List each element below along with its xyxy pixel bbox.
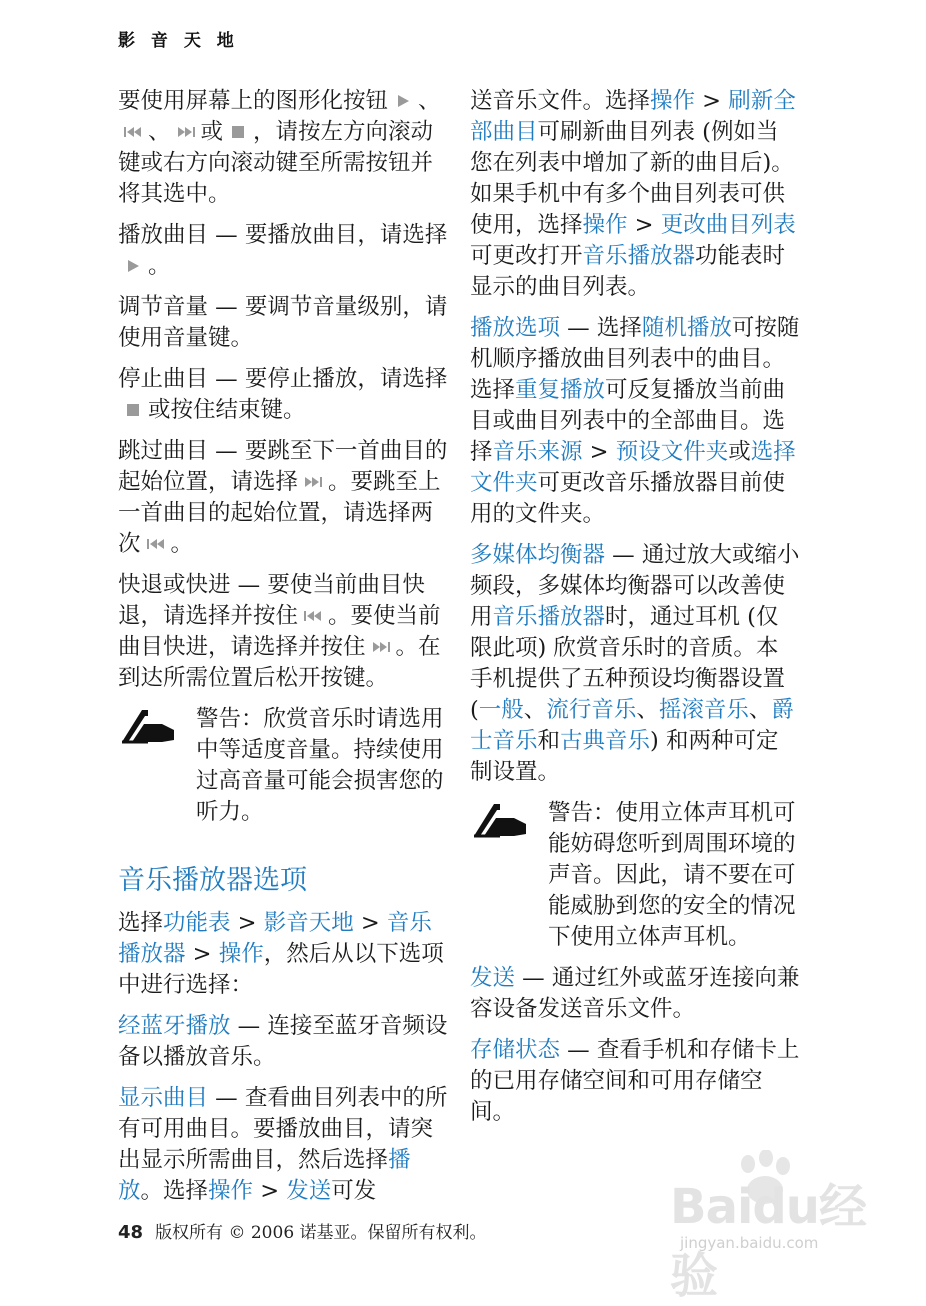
page-number: 48 [118,1222,144,1243]
seek-end: 。在到达所需位置后松开按键。 [118,634,441,691]
copyright: 版权所有 © 2006 诺基亚。保留所有权利。 [155,1223,487,1243]
memory-text: — 查看手机和存储卡上的已用存储空间和可用存储空间。 [470,1037,800,1125]
link-repeat[interactable]: 重复播放 [515,377,606,403]
play-icon [122,258,144,274]
equalizer-paragraph [470,540,800,788]
playopt-text2: 可按随机顺序播放曲目列表中的曲目。选择 [470,315,800,403]
volume-paragraph [118,292,448,354]
forward-icon [175,124,197,140]
bt-text: — 连接至蓝牙音频设备以播放音乐。 [118,1013,448,1070]
show-gt: > [253,1178,287,1204]
link-music-player[interactable]: 音乐播放器 [582,243,696,269]
page-footer [118,1218,487,1243]
playopt-or: 或 [728,439,751,465]
eq-sep3: 、 [748,697,772,723]
seek-paragraph [118,570,448,694]
link-equalizer[interactable]: 多媒体均衡器 [470,542,606,568]
playopt-end: 可更改音乐播放器目前使用的文件夹。 [470,470,786,527]
eq-end: ) 和两种可定制设置。 [470,728,779,785]
watermark-brand: Baidu经验 [670,1179,866,1304]
skip-text: — 要跳至下一首曲目的起始位置，请选择 [118,438,448,495]
stop-icon [227,124,249,140]
eq-sep2: 、 [636,697,659,723]
cont-text2: 可更改打开 [470,243,583,269]
skip-paragraph [118,436,448,560]
play-text: — 要播放曲目，请选择 [208,222,448,248]
link-shuffle[interactable]: 随机播放 [641,315,732,341]
playopt-text1: — 选择 [560,315,642,341]
link-change-list[interactable]: 更改曲目列表 [660,212,796,238]
volume-warning [118,704,448,828]
intro-text: 要使用屏幕上的图形化按钮 [118,88,389,114]
cont-start: 送音乐文件。选择 [470,88,651,114]
watermark-url: jingyan.baidu.com [680,1234,819,1252]
opt-gt2: > [353,910,387,936]
warning-label: 警告： [196,706,264,732]
playopt-text3: 可反复播放当前曲目或曲目列表中的全部曲目。选择 [470,377,786,465]
link-memory-status[interactable]: 存储状态 [470,1037,561,1063]
rewind-icon [302,608,324,624]
forward-icon [370,639,392,655]
watermark [660,1150,900,1304]
volume-text: — 要调节音量级别，请使用音量键。 [118,294,448,351]
intro-sep2: 、 [148,119,171,145]
link-eq-jazz[interactable]: 爵士音乐 [470,697,794,754]
eq-and: 和 [537,728,561,754]
eq-text1: — 通过放大或缩小频段，多媒体均衡器可以改善使用 [470,542,800,630]
forward-icon [302,474,324,490]
eq-sep1: 、 [523,697,547,723]
skip-end: 。 [170,531,194,557]
seek-term: 快退或快进 [118,572,231,598]
link-media[interactable]: 影音天地 [263,910,354,936]
bluetooth-paragraph [118,1011,448,1073]
memory-paragraph [470,1035,800,1128]
cont-gt: > [695,88,729,114]
eq-text2: 时，通过耳机 (仅限此项) 欣赏音乐时的音质。本手机提供了五种预设均衡器设置 ( [470,604,786,723]
show-sel: 。选择 [140,1178,209,1204]
stop-paragraph [118,364,448,426]
link-eq-pop[interactable]: 流行音乐 [546,697,637,723]
play-options-paragraph [470,313,800,530]
headphone-warning [470,798,800,953]
play-end: 。 [148,253,171,279]
warning-text: 使用立体声耳机可能妨碍您听到周围环境的声音。因此，请不要在可能威胁到您的安全的情况下使用立体声耳机。 [548,800,796,950]
link-refresh-all[interactable]: 刷新全部曲目 [470,88,796,145]
link-actions[interactable]: 操作 [582,212,628,238]
seek-mid: 。要使当前曲目快进，请选择并按住 [118,603,441,660]
stop-text: — 要停止播放，请选择 [208,366,448,392]
intro-sep1: 、 [418,88,441,114]
stop-icon [122,402,144,418]
playopt-gt: > [582,439,616,465]
link-eq-rock[interactable]: 摇滚音乐 [658,697,749,723]
show-text: — 查看曲目列表中的所有可用曲目。要播放曲目，请突出显示所需曲目，然后选择 [118,1085,448,1173]
opt-gt1: > [230,910,264,936]
cont-gt2: > [627,212,661,238]
play-icon [392,93,414,109]
link-actions[interactable]: 操作 [208,1178,254,1204]
stop-term: 停止曲目 [118,366,209,392]
show-tracks-paragraph [118,1083,448,1207]
seek-text: — 要使当前曲目快退，请选择并按住 [118,572,425,629]
warning-label: 警告： [548,800,616,826]
opt-rest: ，然后从以下选项中进行选择： [118,941,444,998]
link-music-player[interactable]: 音乐播放器 [492,604,606,630]
rewind-icon [122,124,144,140]
link-send[interactable]: 发送 [286,1178,332,1204]
intro-rest: ，请按左方向滚动键或右方向滚动键至所需按钮并将其选中。 [118,119,434,207]
link-play-options[interactable]: 播放选项 [470,315,561,341]
stop-end: 或按住结束键。 [148,397,306,423]
skip-mid: 。要跳至上一首曲目的起始位置，请选择两次 [118,469,441,557]
link-preset-folder[interactable]: 预设文件夹 [615,439,729,465]
options-intro [118,908,448,1001]
right-column [470,86,800,1138]
warning-text: 欣赏音乐时请选用中等适度音量。持续使用过高音量可能会损害您的听力。 [196,706,444,825]
page-header: 影 音 天 地 [118,31,239,51]
link-play[interactable]: 播放 [118,1147,411,1204]
link-eq-normal[interactable]: 一般 [478,697,524,723]
continued-paragraph [470,86,800,303]
cont-text: 可刷新曲目列表 (例如当您在列表中增加了新的曲目后)。如果手机中有多个曲目列表可供使用，选择 [470,119,794,238]
intro-paragraph [118,86,448,210]
send-paragraph [470,963,800,1025]
play-paragraph [118,220,448,282]
link-music-player[interactable]: 音乐播放器 [118,910,432,967]
section-title: 音乐播放器选项 [118,865,307,896]
link-eq-classic[interactable]: 古典音乐 [560,728,651,754]
warning-hand-icon [470,800,530,840]
skip-term: 跳过曲目 [118,438,209,464]
link-menu[interactable]: 功能表 [163,910,231,936]
send-text: — 通过红外或蓝牙连接向兼容设备发送音乐文件。 [470,965,800,1022]
link-send[interactable]: 发送 [470,965,516,991]
link-actions[interactable]: 操作 [650,88,696,114]
link-actions[interactable]: 操作 [218,941,264,967]
opt-select: 选择 [118,910,164,936]
link-choose-folder[interactable]: 选择文件夹 [470,439,796,496]
intro-or: 或 [200,119,224,145]
warning-hand-icon [118,706,178,746]
volume-term: 调节音量 [118,294,209,320]
show-end: 可发 [331,1178,377,1204]
link-music-source[interactable]: 音乐来源 [492,439,583,465]
play-term: 播放曲目 [118,222,209,248]
link-show-tracks[interactable]: 显示曲目 [118,1085,209,1111]
link-bluetooth-play[interactable]: 经蓝牙播放 [118,1013,231,1039]
cont-end: 功能表时显示的曲目列表。 [470,243,786,300]
left-column [118,86,448,1217]
opt-gt3: > [185,941,219,967]
rewind-icon [145,536,167,552]
